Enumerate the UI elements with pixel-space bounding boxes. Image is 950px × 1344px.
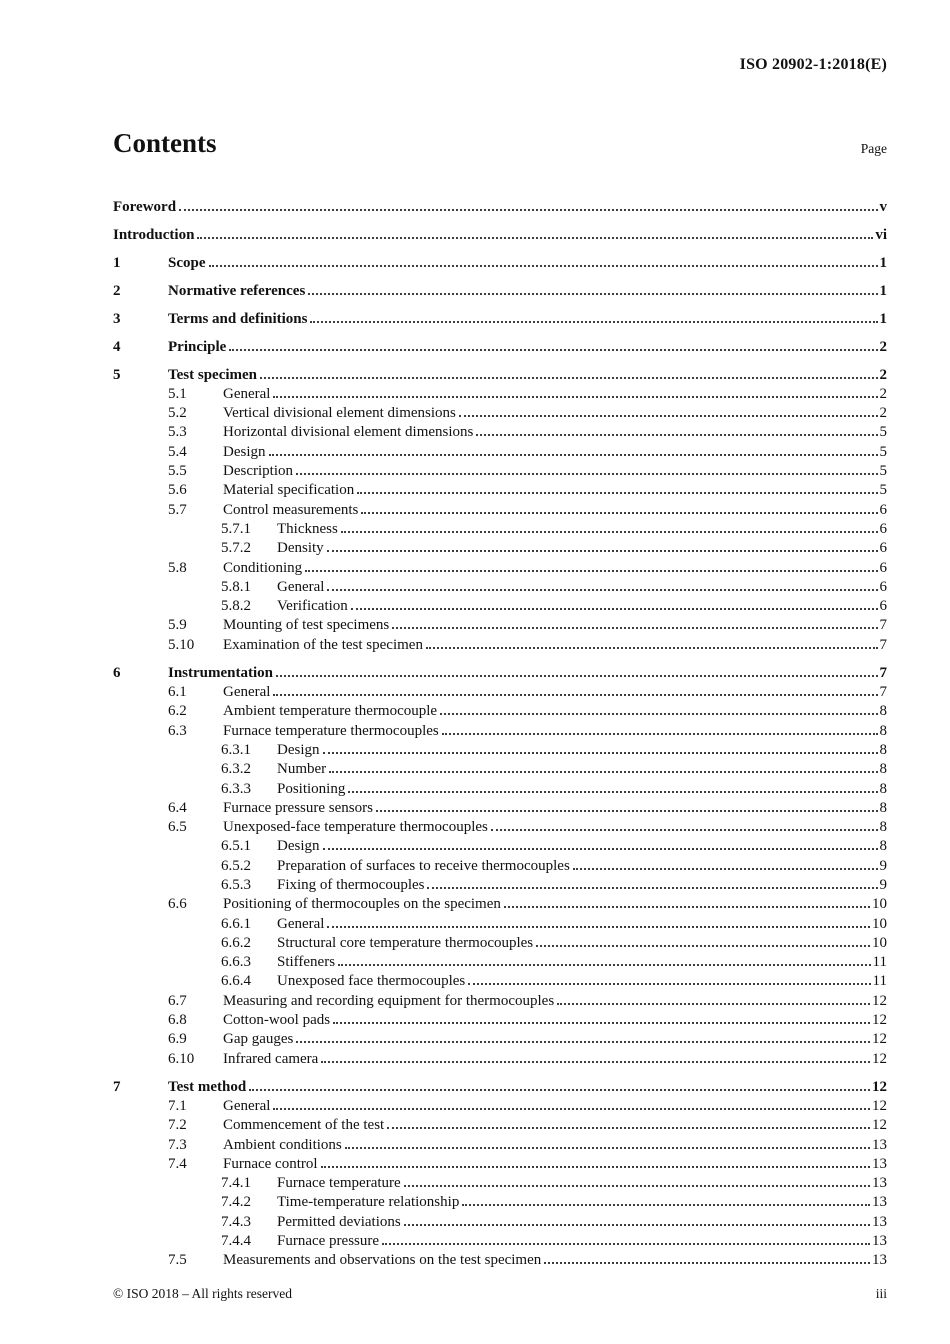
toc-entry-title: Unexposed face thermocouples	[277, 973, 466, 990]
dotted-leader	[476, 434, 877, 436]
dotted-leader	[327, 550, 878, 552]
toc-entry-number: 6.5.1	[221, 838, 251, 855]
toc-entry-page: 9	[879, 877, 887, 893]
dotted-leader	[544, 1262, 870, 1264]
toc-entry-page: 7	[879, 664, 887, 681]
dotted-leader	[376, 810, 878, 812]
toc-entry-page: 6	[879, 598, 887, 615]
toc-entry-title: Foreword	[113, 198, 177, 215]
toc-entry-page: 6	[879, 501, 887, 518]
toc-entry-page: 13	[872, 1233, 887, 1250]
toc-entry[interactable]	[113, 799, 887, 818]
toc-entry[interactable]	[113, 1097, 887, 1116]
toc-entry-page: 7	[879, 617, 887, 634]
dotted-leader	[249, 1089, 870, 1091]
dotted-leader	[341, 531, 878, 533]
toc-entry-title: Design	[277, 838, 320, 855]
toc-entry-page: 12	[872, 1117, 887, 1134]
toc-entry-page: 11	[872, 973, 887, 990]
toc-entry-page: v	[879, 198, 887, 215]
toc-entry-title: Positioning of thermocouples on the specimen	[223, 896, 501, 913]
dotted-leader	[557, 1003, 870, 1005]
toc-entry-number: 7.4.2	[221, 1194, 251, 1211]
page-footer	[113, 1286, 887, 1302]
dotted-leader	[573, 868, 878, 870]
dotted-leader	[321, 1166, 870, 1168]
toc-entry-number: 6	[113, 664, 121, 681]
toc-entry-title: Furnace control	[223, 1155, 318, 1172]
toc-entry-title: Normative references	[168, 282, 306, 299]
toc-entry-title: Material specification	[223, 482, 355, 499]
toc-entry[interactable]	[113, 338, 887, 357]
toc-entry-page: 12	[872, 1078, 887, 1095]
toc-entry-title: Vertical divisional element dimensions	[223, 405, 456, 422]
dotted-leader	[308, 293, 877, 295]
toc-entry-title: Test specimen	[168, 366, 258, 383]
toc-entry-page: 12	[872, 1097, 887, 1114]
dotted-leader	[392, 627, 877, 629]
toc-entry-title: General	[223, 385, 271, 402]
dotted-leader	[338, 964, 871, 966]
page-column-label: Page	[860, 140, 887, 156]
dotted-leader	[276, 675, 877, 677]
toc-entry-number: 7.3	[168, 1136, 187, 1153]
toc-entry-title: Test method	[168, 1078, 247, 1095]
toc-entry-title: Principle	[168, 338, 227, 355]
toc-entry-page: 1	[879, 254, 887, 271]
dotted-leader	[504, 906, 870, 908]
toc-entry-title: Measurements and observations on the test specimen	[223, 1252, 542, 1269]
toc-entry[interactable]	[113, 1251, 887, 1270]
toc-entry-page: 1	[879, 282, 887, 299]
toc-entry-number: 5.7	[168, 501, 187, 518]
dotted-leader	[404, 1185, 870, 1187]
toc-entry-page: 13	[872, 1252, 887, 1269]
dotted-leader	[197, 237, 873, 239]
toc-entry-page: 8	[879, 703, 887, 720]
toc-entry[interactable]	[113, 1136, 887, 1155]
toc-entry[interactable]	[113, 760, 887, 779]
toc-entry-number: 6.1	[168, 684, 187, 701]
toc-entry-number: 4	[113, 338, 121, 355]
toc-entry-page: 5	[879, 463, 887, 480]
dotted-leader	[179, 209, 877, 211]
toc-entry-number: 5.6	[168, 482, 187, 499]
toc-entry[interactable]	[113, 683, 887, 702]
toc-entry-number: 6.5	[168, 819, 187, 836]
toc-entry[interactable]	[113, 953, 887, 972]
toc-entry-number: 6.8	[168, 1012, 187, 1029]
dotted-leader	[327, 926, 870, 928]
toc-entry-number: 6.9	[168, 1031, 187, 1048]
toc-entry-title: Control measurements	[223, 501, 359, 518]
toc-entry-title: Ambient conditions	[223, 1136, 342, 1153]
toc-entry-number: 6.10	[168, 1050, 195, 1067]
toc-entry-title: Number	[277, 761, 327, 778]
dotted-leader	[491, 829, 878, 831]
dotted-leader	[269, 454, 878, 456]
toc-entry-number: 5.4	[168, 443, 187, 460]
toc-entry[interactable]	[113, 198, 887, 217]
toc-entry-page: 5	[879, 443, 887, 460]
toc-entry-title: Conditioning	[223, 559, 303, 576]
toc-entry[interactable]	[113, 818, 887, 837]
dotted-leader	[323, 752, 878, 754]
toc-entry-title: Terms and definitions	[168, 310, 308, 327]
dotted-leader	[468, 983, 870, 985]
toc-entry[interactable]	[113, 1030, 887, 1049]
table-of-contents	[113, 189, 887, 1271]
toc-entry-page: 6	[879, 520, 887, 537]
dotted-leader	[357, 492, 877, 494]
toc-entry-number: 6.6.2	[221, 934, 251, 951]
toc-entry[interactable]	[113, 1116, 887, 1135]
dotted-leader	[260, 377, 877, 379]
dotted-leader	[426, 647, 878, 649]
toc-entry-title: Structural core temperature thermocouples	[277, 934, 534, 951]
toc-entry-title: Instrumentation	[168, 664, 274, 681]
toc-entry-number: 5.1	[168, 385, 187, 402]
toc-entry[interactable]	[113, 636, 887, 655]
toc-entry-title: Design	[277, 741, 320, 758]
dotted-leader	[310, 321, 877, 323]
toc-entry-title: Preparation of surfaces to receive thermocouples	[277, 857, 570, 874]
toc-entry-number: 7	[113, 1078, 121, 1095]
toc-entry-number: 6.6.3	[221, 954, 251, 971]
toc-entry-title: Time-temperature relationship	[277, 1194, 460, 1211]
toc-entry-title: Furnace pressure sensors	[223, 799, 373, 816]
toc-entry-number: 7.4.3	[221, 1213, 251, 1230]
toc-entry-page: 13	[872, 1155, 887, 1172]
toc-entry[interactable]	[113, 1155, 887, 1174]
dotted-leader	[345, 1147, 870, 1149]
dotted-leader	[382, 1243, 870, 1245]
toc-entry-number: 7.2	[168, 1117, 187, 1134]
dotted-leader	[427, 887, 877, 889]
toc-entry-page: 8	[879, 722, 887, 739]
dotted-leader	[323, 848, 878, 850]
toc-entry-page: 8	[879, 741, 887, 758]
toc-entry-page: 10	[872, 934, 887, 951]
toc-entry-number: 6.6	[168, 896, 187, 913]
toc-entry-title: Stiffeners	[277, 954, 336, 971]
toc-entry-page: 12	[872, 992, 887, 1009]
toc-entry-page: 6	[879, 540, 887, 557]
toc-entry-title: Introduction	[113, 226, 195, 243]
toc-entry-title: Thickness	[277, 520, 338, 537]
toc-entry-title: Mounting of test specimens	[223, 617, 390, 634]
toc-entry-page: 10	[872, 896, 887, 913]
toc-entry-title: Gap gauges	[223, 1031, 294, 1048]
toc-entry[interactable]	[113, 597, 887, 616]
toc-entry[interactable]	[113, 780, 887, 799]
toc-entry[interactable]	[113, 578, 887, 597]
toc-entry[interactable]	[113, 616, 887, 635]
toc-entry-page: 12	[872, 1031, 887, 1048]
toc-entry-number: 2	[113, 282, 121, 299]
dotted-leader	[361, 512, 877, 514]
toc-entry[interactable]	[113, 1050, 887, 1069]
toc-entry[interactable]	[113, 895, 887, 914]
dotted-leader	[321, 1061, 870, 1063]
toc-entry[interactable]	[113, 915, 887, 934]
toc-entry-page: 8	[879, 819, 887, 836]
toc-entry-title: Furnace pressure	[277, 1233, 380, 1250]
toc-entry-page: 13	[872, 1213, 887, 1230]
toc-entry-page: 7	[879, 636, 887, 653]
toc-entry-number: 5.9	[168, 617, 187, 634]
dotted-leader	[333, 1022, 870, 1024]
toc-entry-title: General	[223, 684, 271, 701]
dotted-leader	[442, 733, 878, 735]
toc-entry-number: 5.7.2	[221, 540, 251, 557]
toc-entry-title: Commencement of the test	[223, 1117, 385, 1134]
toc-entry[interactable]	[113, 722, 887, 741]
toc-entry-page: 10	[872, 915, 887, 932]
toc-entry-page: 1	[879, 310, 887, 327]
toc-entry-number: 6.3.2	[221, 761, 251, 778]
folio-page-number: iii	[875, 1286, 887, 1301]
toc-entry-title: Permitted deviations	[277, 1213, 401, 1230]
dotted-leader	[296, 1041, 870, 1043]
toc-entry[interactable]	[113, 520, 887, 539]
toc-entry[interactable]	[113, 423, 887, 442]
toc-entry-number: 6.7	[168, 992, 187, 1009]
dotted-leader	[273, 694, 877, 696]
toc-entry-number: 6.3	[168, 722, 187, 739]
toc-entry-title: General	[277, 915, 325, 932]
toc-entry-number: 6.3.1	[221, 741, 251, 758]
toc-entry-number: 6.4	[168, 799, 187, 816]
dotted-leader	[327, 589, 877, 591]
toc-entry-number: 5.8.1	[221, 578, 251, 595]
toc-entry-number: 7.4.4	[221, 1233, 251, 1250]
toc-entry-title: Design	[223, 443, 266, 460]
toc-entry[interactable]	[113, 462, 887, 481]
dotted-leader	[440, 713, 877, 715]
toc-entry[interactable]	[113, 539, 887, 558]
toc-entry-title: Furnace temperature thermocouples	[223, 722, 439, 739]
toc-entry-page: 8	[879, 799, 887, 816]
toc-entry[interactable]	[113, 992, 887, 1011]
dotted-leader	[351, 608, 878, 610]
toc-entry[interactable]	[113, 310, 887, 329]
toc-entry-number: 5.7.1	[221, 520, 251, 537]
toc-entry-number: 7.4	[168, 1155, 187, 1172]
toc-entry-page: 5	[879, 482, 887, 499]
toc-entry[interactable]	[113, 559, 887, 578]
toc-entry-page: 2	[879, 366, 887, 383]
toc-entry-title: Measuring and recording equipment for thermocouples	[223, 992, 555, 1009]
toc-entry-title: Density	[277, 540, 324, 557]
toc-entry-page: 13	[872, 1136, 887, 1153]
toc-entry-title: Examination of the test specimen	[223, 636, 423, 653]
toc-entry[interactable]	[113, 1193, 887, 1212]
toc-entry[interactable]	[113, 254, 887, 273]
dotted-leader	[229, 349, 877, 351]
toc-entry[interactable]	[113, 226, 887, 245]
toc-entry-page: 8	[879, 761, 887, 778]
toc-entry-number: 6.2	[168, 703, 187, 720]
toc-entry[interactable]	[113, 857, 887, 876]
toc-entry-page: 5	[879, 424, 887, 441]
toc-entry-number: 1	[113, 254, 121, 271]
toc-entry-page: 8	[879, 838, 887, 855]
toc-entry[interactable]	[113, 1011, 887, 1030]
toc-entry-title: Fixing of thermocouples	[277, 877, 425, 893]
dotted-leader	[459, 415, 878, 417]
toc-entry[interactable]	[113, 1213, 887, 1232]
toc-entry-page: vi	[875, 226, 887, 243]
toc-entry-page: 2	[879, 405, 887, 422]
toc-entry[interactable]	[113, 664, 887, 683]
toc-entry-number: 6.5.2	[221, 857, 251, 874]
toc-entry-number: 5.10	[168, 636, 195, 653]
toc-entry[interactable]	[113, 934, 887, 953]
dotted-leader	[329, 771, 877, 773]
toc-entry-title: Description	[223, 463, 293, 480]
dotted-leader	[404, 1224, 870, 1226]
toc-entry-title: Horizontal divisional element dimensions	[223, 424, 474, 441]
toc-entry-title: Positioning	[277, 780, 346, 797]
toc-entry[interactable]	[113, 443, 887, 462]
toc-entry-number: 7.1	[168, 1097, 187, 1114]
toc-entry-page: 8	[879, 780, 887, 797]
toc-entry-number: 5.3	[168, 424, 187, 441]
toc-entry-number: 5.8	[168, 559, 187, 576]
toc-entry-number: 6.3.3	[221, 780, 251, 797]
toc-entry-page: 12	[872, 1050, 887, 1067]
toc-entry[interactable]	[113, 876, 887, 895]
toc-entry[interactable]	[113, 1232, 887, 1251]
dotted-leader	[536, 945, 870, 947]
toc-entry-page: 2	[879, 338, 887, 355]
toc-entry[interactable]	[113, 972, 887, 991]
toc-entry-page: 13	[872, 1175, 887, 1192]
toc-entry-page: 12	[872, 1012, 887, 1029]
toc-entry-page: 2	[879, 385, 887, 402]
toc-entry-number: 5.8.2	[221, 598, 251, 615]
toc-entry[interactable]	[113, 837, 887, 856]
toc-entry-page: 11	[872, 954, 887, 971]
toc-entry[interactable]	[113, 282, 887, 301]
toc-entry[interactable]	[113, 1174, 887, 1193]
toc-entry[interactable]	[113, 366, 887, 385]
dotted-leader	[209, 265, 878, 267]
toc-entry-title: Verification	[277, 598, 348, 615]
toc-entry-title: Unexposed-face temperature thermocouples	[223, 819, 488, 836]
toc-entry-page: 9	[879, 857, 887, 874]
dotted-leader	[296, 473, 878, 475]
dotted-leader	[305, 570, 877, 572]
toc-entry-title: Furnace temperature	[277, 1175, 401, 1192]
toc-entry-title: Cotton-wool pads	[223, 1012, 331, 1029]
toc-entry-title: Scope	[168, 254, 206, 271]
toc-entry-page: 13	[872, 1194, 887, 1211]
toc-entry-number: 5.5	[168, 463, 187, 480]
toc-entry-title: Infrared camera	[223, 1050, 319, 1067]
toc-entry-title: Ambient temperature thermocouple	[223, 703, 438, 720]
toc-entry-page: 7	[879, 684, 887, 701]
toc-entry-number: 7.5	[168, 1252, 187, 1269]
toc-entry[interactable]	[113, 741, 887, 760]
toc-entry[interactable]	[113, 1078, 887, 1097]
toc-entry-number: 6.5.3	[221, 877, 251, 893]
toc-entry[interactable]	[113, 385, 887, 404]
toc-entry-number: 7.4.1	[221, 1175, 251, 1192]
dotted-leader	[462, 1204, 870, 1206]
copyright-notice: © ISO 2018 – All rights reserved	[113, 1286, 292, 1301]
dotted-leader	[273, 396, 877, 398]
toc-entry-page: 6	[879, 559, 887, 576]
page-title: Contents	[113, 128, 217, 158]
dotted-leader	[387, 1127, 870, 1129]
toc-entry-number: 3	[113, 310, 121, 327]
toc-entry-number: 5	[113, 366, 121, 383]
toc-entry[interactable]	[113, 404, 887, 423]
toc-entry-title: General	[223, 1097, 271, 1114]
toc-entry[interactable]	[113, 501, 887, 520]
document-id: ISO 20902-1:2018(E)	[739, 56, 887, 73]
toc-entry-number: 6.6.4	[221, 973, 251, 990]
toc-entry[interactable]	[113, 702, 887, 721]
toc-entry[interactable]	[113, 481, 887, 500]
contents-header	[113, 130, 887, 157]
toc-entry-page: 6	[879, 578, 887, 595]
toc-entry-title: General	[277, 578, 325, 595]
toc-entry-number: 6.6.1	[221, 915, 251, 932]
dotted-leader	[273, 1108, 870, 1110]
dotted-leader	[348, 791, 877, 793]
toc-entry-number: 5.2	[168, 405, 187, 422]
